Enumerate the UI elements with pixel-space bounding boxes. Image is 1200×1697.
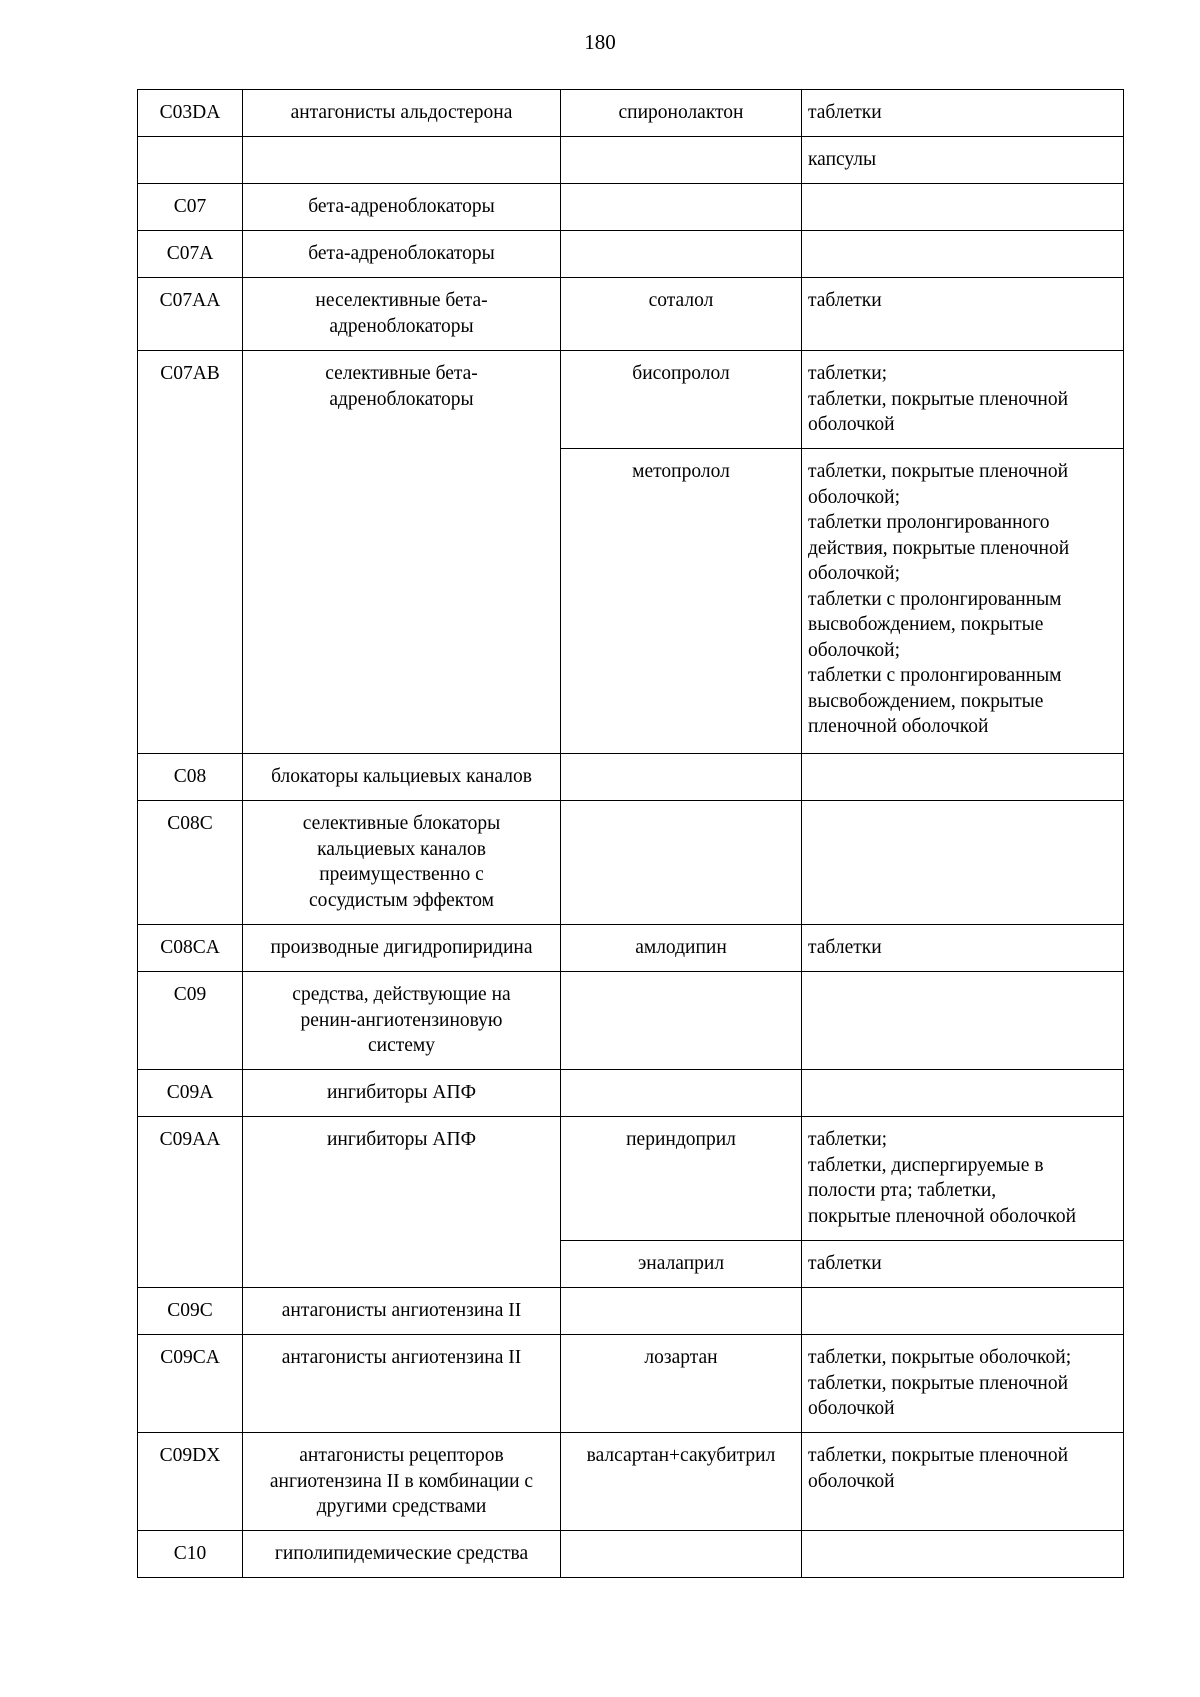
dosage-form-cell: таблетки, покрытые оболочкой; таблетки, покрытые пленочной оболочкой <box>802 1335 1124 1433</box>
drug-cell <box>561 801 802 925</box>
table-row <box>138 801 1124 925</box>
drug-cell: соталол <box>561 278 802 351</box>
table-row <box>138 1335 1124 1433</box>
dosage-form-cell: таблетки <box>802 925 1124 972</box>
table-row <box>138 925 1124 972</box>
group-cell: гиполипидемические средства <box>243 1531 561 1578</box>
dosage-form-cell: таблетки <box>802 278 1124 351</box>
atc-code-cell: C03DA <box>138 90 243 137</box>
dosage-form-cell <box>802 1288 1124 1335</box>
atc-code-cell: C07AA <box>138 278 243 351</box>
atc-code-cell: C07A <box>138 231 243 278</box>
group-cell: средства, действующие на ренин-ангиотензиновую систему <box>243 972 561 1070</box>
atc-code-cell: C09CA <box>138 1335 243 1433</box>
dosage-form-cell: капсулы <box>802 137 1124 184</box>
dosage-form-cell <box>802 754 1124 801</box>
table-row <box>138 137 1124 184</box>
group-cell: антагонисты рецепторов ангиотензина II в комбинации с другими средствами <box>243 1433 561 1531</box>
table-row <box>138 278 1124 351</box>
atc-code-cell: C08C <box>138 801 243 925</box>
drug-cell <box>561 754 802 801</box>
dosage-form-cell <box>802 231 1124 278</box>
drug-cell <box>561 1531 802 1578</box>
group-cell: селективные бета- адреноблокаторы <box>243 351 561 754</box>
dosage-form-cell: таблетки, покрытые пленочной оболочкой; таблетки пролонгированного действия, покрытые пленочной оболочкой; таблетки с пролонгированным высвобождением, покрытые оболочкой; таблетки с пролонгированным высвобождением, покрытые пленочной оболочкой <box>802 449 1124 754</box>
atc-code-cell: C07 <box>138 184 243 231</box>
dosage-form-cell <box>802 1531 1124 1578</box>
table-row <box>138 1070 1124 1117</box>
table-row <box>138 90 1124 137</box>
drug-cell <box>561 137 802 184</box>
table-row <box>138 972 1124 1070</box>
drug-cell: метопролол <box>561 449 802 754</box>
drug-cell: валсартан+сакубитрил <box>561 1433 802 1531</box>
table-row <box>138 1288 1124 1335</box>
dosage-form-cell <box>802 184 1124 231</box>
group-cell: ингибиторы АПФ <box>243 1070 561 1117</box>
drug-cell: эналаприл <box>561 1241 802 1288</box>
atc-code-cell: C09AA <box>138 1117 243 1288</box>
drug-cell <box>561 972 802 1070</box>
drug-cell <box>561 231 802 278</box>
drug-cell <box>561 1070 802 1117</box>
group-cell: бета-адреноблокаторы <box>243 184 561 231</box>
atc-code-cell: C07AB <box>138 351 243 754</box>
drug-cell: лозартан <box>561 1335 802 1433</box>
dosage-form-cell <box>802 972 1124 1070</box>
atc-code-cell <box>138 137 243 184</box>
dosage-form-cell: таблетки, покрытые пленочной оболочкой <box>802 1433 1124 1531</box>
drug-cell <box>561 184 802 231</box>
atc-code-cell: C09 <box>138 972 243 1070</box>
table-row <box>138 1531 1124 1578</box>
dosage-form-cell: таблетки; таблетки, покрытые пленочной оболочкой <box>802 351 1124 449</box>
table-row <box>138 1433 1124 1531</box>
dosage-form-cell <box>802 1070 1124 1117</box>
group-cell: блокаторы кальциевых каналов <box>243 754 561 801</box>
table-row <box>138 351 1124 449</box>
group-cell: селективные блокаторы кальциевых каналов преимущественно с сосудистым эффектом <box>243 801 561 925</box>
group-cell: производные дигидропиридина <box>243 925 561 972</box>
dosage-form-cell: таблетки <box>802 1241 1124 1288</box>
atc-code-cell: C09C <box>138 1288 243 1335</box>
group-cell <box>243 137 561 184</box>
group-cell: антагонисты ангиотензина II <box>243 1335 561 1433</box>
dosage-form-cell <box>802 801 1124 925</box>
drug-cell: бисопролол <box>561 351 802 449</box>
drug-cell <box>561 1288 802 1335</box>
table-row <box>138 231 1124 278</box>
atc-code-cell: C08CA <box>138 925 243 972</box>
atc-code-cell: C08 <box>138 754 243 801</box>
page-number: 180 <box>584 30 616 54</box>
atc-code-cell: C09DX <box>138 1433 243 1531</box>
drug-cell: амлодипин <box>561 925 802 972</box>
table-row <box>138 754 1124 801</box>
group-cell: неселективные бета- адреноблокаторы <box>243 278 561 351</box>
atc-code-cell: C09A <box>138 1070 243 1117</box>
group-cell: бета-адреноблокаторы <box>243 231 561 278</box>
dosage-form-cell: таблетки; таблетки, диспергируемые в полости рта; таблетки, покрытые пленочной оболочкой <box>802 1117 1124 1241</box>
dosage-form-cell: таблетки <box>802 90 1124 137</box>
group-cell: ингибиторы АПФ <box>243 1117 561 1288</box>
atc-code-cell: C10 <box>138 1531 243 1578</box>
group-cell: антагонисты ангиотензина II <box>243 1288 561 1335</box>
table-row <box>138 1117 1124 1241</box>
table-row <box>138 184 1124 231</box>
drug-cell: периндоприл <box>561 1117 802 1241</box>
drug-table <box>137 89 1124 1578</box>
group-cell: антагонисты альдостерона <box>243 90 561 137</box>
drug-cell: спиронолактон <box>561 90 802 137</box>
